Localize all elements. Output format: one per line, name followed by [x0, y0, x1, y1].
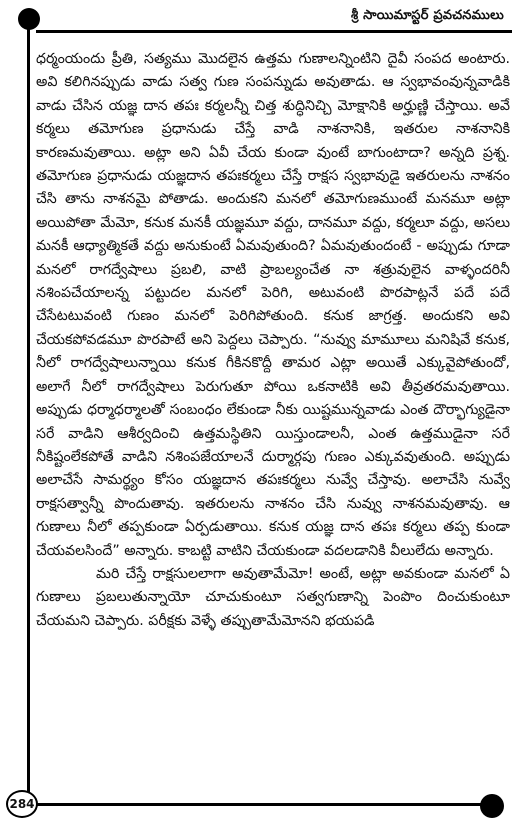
body-text	[36, 48, 510, 782]
header-bullet-icon	[18, 8, 40, 30]
footer-rule	[30, 803, 494, 806]
footer-bullet-icon	[480, 794, 504, 818]
left-margin-rule	[27, 28, 30, 802]
running-header	[18, 6, 512, 32]
paragraph: మరి చేస్తే రాక్షసులలాగా అవుతామేమో! అంటే, అట్లా అవకుండా మనలో ఏ గుణాలు ప్రబలుతున్నాయో చూచుకుంటూ సత్వగుణాన్ని పెంపొం దించుకుంటూ చేయమని చెప్పారు. పరీక్షకు వెళ్ళే తప్పుతామేమోనని భయపడి	[36, 565, 510, 629]
paragraph: ధర్మంయందు ప్రీతి, సత్యము మొదలైన ఉత్తమ గుణాలన్నింటిని దైవీ సంపద అంటారు. అవి కలిగినప్పుడు వాడు సత్వ గుణ సంపన్నుడు అవుతాడు. ఆ స్వభావంవున్నవాడికి వాడు చేసిన యజ్ఞ దాన తపః కర్మలన్నీ చిత్త శుద్ధినిచ్చి మోక్షానికి అర్హుణ్ణి చేస్తాయి. అవే కర్మలు తమోగుణ ప్రధానుడు చేస్తే వాడి నాశనానికి, ఇతరుల నాశనానికి కారణమవుతాయి. అట్లా అని ఏవీ చేయ కుండా వుంటే బాగుంటాదా? అన్నది ప్రశ్న. తమోగుణ ప్రధానుడు యజ్ఞదాన తపఃకర్మలు చేస్తే రాక్షస స్వభావుడై ఇతరులను నాశనం చేసి తాను నాశనమై పోతాడు. అందుకని మనలో తమోగుణముంటే మనమూ అట్లా అయిపోతా మేమో, కనుక మనకీ యజ్ఞమూ వద్దు, దానమూ వద్దు, కర్మలూ వద్దు, అసలు మనకీ ఆధ్యాత్మికతే వద్దు అనుకుంటే ఏమవుతుంది? ఏమవుతుందంటే - అప్పుడు గూడా మనలో రాగద్వేషాలు ప్రబలి, వాటి ప్రాబల్యంచేత నా శత్రువులైన వాళ్ళందరినీ నశింపచేయాలన్న పట్టుదల మనలో పెరిగి, అటువంటి పొరపాట్లనే పదే పదే చేసేటటువంటి గుణం మనలో పెరిగిపోతుంది. కనుక జాగ్రత్త. అందుకని అవి చేయకపోవడమూ పొరపాటే అని పెద్దలు చెప్పారు. “నువ్వు మామూలు మనిషివే కనుక, నీలో రాగద్వేషాలున్నాయి కనుక గీకినకొద్దీ తామర ఎట్లా అయితే ఎక్కువైపోతుందో, అలాగే నీలో రాగద్వేషాలు పెరుగుతూ పోయి ఒకనాటికి అవి తీవ్రతరమవుతాయి. అప్పుడు ధర్మాధర్మాలతో సంబంధం లేకుండా నీకు యిష్టమున్నవాడు ఎంత దౌర్భాగ్యుడైనా సరే వాడిని ఆశీర్వదించి ఉత్తమస్థితిని యిస్తుండాలనీ, ఎంత ఉత్తముడైనా సరే నీకిష్టంలేకపోతే వాడిని నశింపజేయాలనే దుర్మార్గపు గుణం ఎక్కువవుతుంది. అప్పుడు అలాచేసే సామర్థ్యం కోసం యజ్ఞదాన తపఃకర్మలు నువ్వే చేస్తావు. అలాచేసి నువ్వే రాక్షసత్వాన్నీ పొందుతావు. ఇతరులను నాశనం చేసి నువ్వు నాశనమవుతావు. ఆ గుణాలు నీలో తప్పకుండా ఏర్పడుతాయి. కనుక యజ్ఞ దాన తపః కర్మలు తప్ప కుండా చేయవలసిందే” అన్నారు. కాబట్టి వాటిని చేయకుండా వదలడానికి వీలులేదు అన్నారు.	[36, 51, 510, 559]
header-rule	[36, 30, 512, 33]
page-number: 284	[6, 790, 38, 818]
running-header-title: శ్రీ సాయిమాస్టర్ ప్రవచనములు	[351, 8, 504, 23]
